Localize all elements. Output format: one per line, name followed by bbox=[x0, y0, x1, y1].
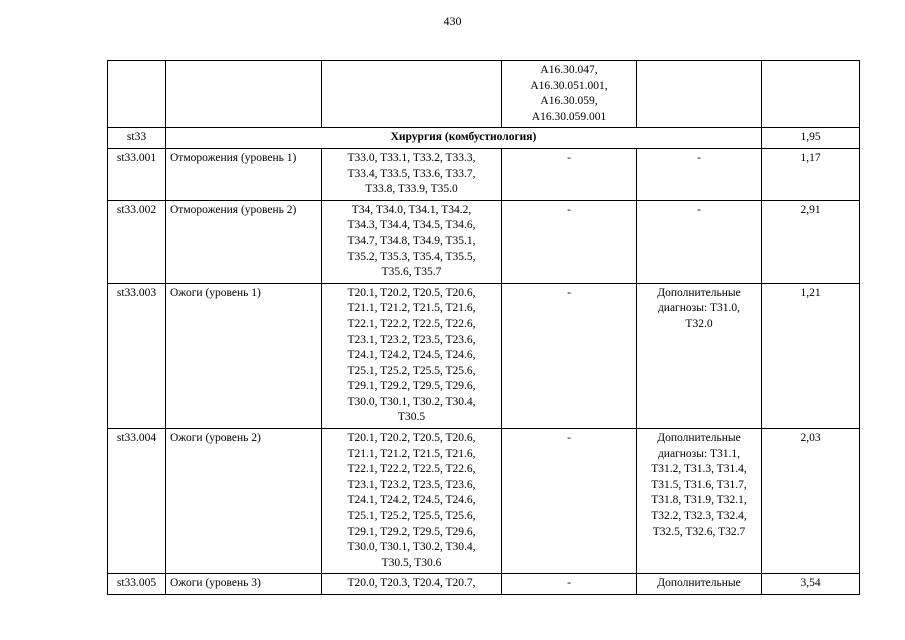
diagnosis-line: T23.1, T23.2, T23.5, T23.6, bbox=[347, 478, 476, 491]
section-coefficient: 1,95 bbox=[762, 128, 860, 149]
tariff-table bbox=[107, 60, 860, 595]
diagnosis-line: T34, T34.0, T34.1, T34.2, bbox=[351, 203, 472, 216]
service-line: A16.30.059.001 bbox=[531, 110, 607, 123]
other-line: T32.5, T32.6, T32.7 bbox=[652, 525, 746, 538]
row-coefficient: 2,91 bbox=[762, 200, 860, 283]
diagnosis-line: T20.1, T20.2, T20.5, T20.6, bbox=[347, 286, 476, 299]
table-row bbox=[108, 200, 860, 283]
diagnosis-line: T25.1, T25.2, T25.5, T25.6, bbox=[347, 364, 476, 377]
diagnosis-line: T34.3, T34.4, T34.5, T34.6, bbox=[347, 219, 476, 232]
row-coefficient: 2,03 bbox=[762, 429, 860, 574]
row-coefficient: 1,17 bbox=[762, 148, 860, 200]
service-line: A16.30.051.001, bbox=[530, 79, 608, 92]
other-line: Дополнительные bbox=[657, 432, 741, 445]
diagnosis-line: T22.1, T22.2, T22.5, T22.6, bbox=[347, 317, 476, 330]
row-other bbox=[637, 574, 762, 595]
service-line: - bbox=[567, 203, 571, 216]
cell-diagnoses bbox=[322, 61, 502, 128]
other-line: T31.8, T31.9, T32.1, bbox=[651, 494, 747, 507]
diagnosis-line: T34.7, T34.8, T34.9, T35.1, bbox=[347, 234, 476, 247]
other-line: Дополнительные bbox=[657, 286, 741, 299]
diagnosis-line: T23.1, T23.2, T23.5, T23.6, bbox=[347, 333, 476, 346]
service-line: - bbox=[567, 151, 571, 164]
other-line: диагнозы: T31.1, bbox=[657, 447, 741, 460]
row-code: st33.002 bbox=[108, 200, 166, 283]
row-code: st33.003 bbox=[108, 283, 166, 428]
diagnosis-line: T33.4, T33.5, T33.6, T33.7, bbox=[347, 167, 476, 180]
other-line: T32.0 bbox=[685, 317, 713, 330]
continuation-row bbox=[108, 61, 860, 128]
diagnosis-line: T20.1, T20.2, T20.5, T20.6, bbox=[347, 432, 476, 445]
section-code: st33 bbox=[108, 128, 166, 149]
diagnosis-line: T30.0, T30.1, T30.2, T30.4, bbox=[347, 395, 476, 408]
diagnosis-line: T30.5 bbox=[397, 411, 426, 424]
diagnosis-line: T33.0, T33.1, T33.2, T33.3, bbox=[347, 151, 476, 164]
page-number: 430 bbox=[443, 14, 462, 28]
section-row bbox=[108, 128, 860, 149]
row-other bbox=[637, 200, 762, 283]
other-line: Дополнительные bbox=[657, 577, 741, 590]
row-code: st33.004 bbox=[108, 429, 166, 574]
row-services bbox=[502, 148, 637, 200]
other-line: T31.5, T31.6, T31.7, bbox=[651, 478, 747, 491]
diagnosis-line: T24.1, T24.2, T24.5, T24.6, bbox=[347, 494, 476, 507]
table-row bbox=[108, 574, 860, 595]
service-line: A16.30.047, bbox=[540, 64, 598, 76]
diagnosis-line: T22.1, T22.2, T22.5, T22.6, bbox=[347, 463, 476, 476]
row-diagnoses bbox=[322, 283, 502, 428]
row-name: Ожоги (уровень 3) bbox=[166, 574, 322, 595]
row-name: Ожоги (уровень 1) bbox=[166, 283, 322, 428]
table-rows bbox=[108, 148, 860, 594]
other-line: диагнозы: T31.0, bbox=[657, 302, 741, 315]
table-row bbox=[108, 148, 860, 200]
diagnosis-line: T30.5, T30.6 bbox=[381, 556, 442, 569]
diagnosis-line: T29.1, T29.2, T29.5, T29.6, bbox=[347, 380, 476, 393]
other-line: T31.2, T31.3, T31.4, bbox=[651, 463, 747, 476]
service-line: - bbox=[567, 432, 571, 445]
row-coefficient: 1,21 bbox=[762, 283, 860, 428]
other-line: T32.2, T32.3, T32.4, bbox=[651, 510, 747, 523]
row-name: Ожоги (уровень 2) bbox=[166, 429, 322, 574]
row-diagnoses bbox=[322, 148, 502, 200]
section-title: Хирургия (комбустиология) bbox=[166, 128, 762, 149]
other-line: - bbox=[697, 151, 701, 164]
row-code: st33.001 bbox=[108, 148, 166, 200]
row-coefficient: 3,54 bbox=[762, 574, 860, 595]
row-diagnoses bbox=[322, 429, 502, 574]
diagnosis-line: T25.1, T25.2, T25.5, T25.6, bbox=[347, 510, 476, 523]
service-line: - bbox=[567, 286, 571, 299]
row-other bbox=[637, 283, 762, 428]
row-services bbox=[502, 574, 637, 595]
row-services bbox=[502, 429, 637, 574]
table-row bbox=[108, 283, 860, 428]
row-code: st33.005 bbox=[108, 574, 166, 595]
row-services bbox=[502, 283, 637, 428]
diagnosis-line: T35.6, T35.7 bbox=[381, 266, 442, 279]
cell-services bbox=[502, 61, 637, 128]
row-diagnoses bbox=[322, 574, 502, 595]
row-other bbox=[637, 429, 762, 574]
row-other bbox=[637, 148, 762, 200]
cell-coefficient bbox=[762, 61, 860, 128]
diagnosis-line: T30.0, T30.1, T30.2, T30.4, bbox=[347, 541, 476, 554]
cell-name bbox=[166, 61, 322, 128]
diagnosis-line: T33.8, T33.9, T35.0 bbox=[365, 183, 458, 196]
row-services bbox=[502, 200, 637, 283]
cell-code bbox=[108, 61, 166, 128]
diagnosis-line: T21.1, T21.2, T21.5, T21.6, bbox=[347, 302, 476, 315]
diagnosis-line: T24.1, T24.2, T24.5, T24.6, bbox=[347, 349, 476, 362]
row-name: Отморожения (уровень 2) bbox=[166, 200, 322, 283]
cell-other bbox=[637, 61, 762, 128]
diagnosis-line: T35.2, T35.3, T35.4, T35.5, bbox=[347, 250, 476, 263]
row-diagnoses bbox=[322, 200, 502, 283]
diagnosis-line: T21.1, T21.2, T21.5, T21.6, bbox=[347, 447, 476, 460]
row-name: Отморожения (уровень 1) bbox=[166, 148, 322, 200]
table-row bbox=[108, 429, 860, 574]
other-line: - bbox=[697, 203, 701, 216]
service-line: A16.30.059, bbox=[540, 95, 598, 108]
diagnosis-line: T29.1, T29.2, T29.5, T29.6, bbox=[347, 525, 476, 538]
diagnosis-line: T20.0, T20.3, T20.4, T20.7, bbox=[347, 577, 476, 590]
service-line: - bbox=[567, 577, 571, 590]
